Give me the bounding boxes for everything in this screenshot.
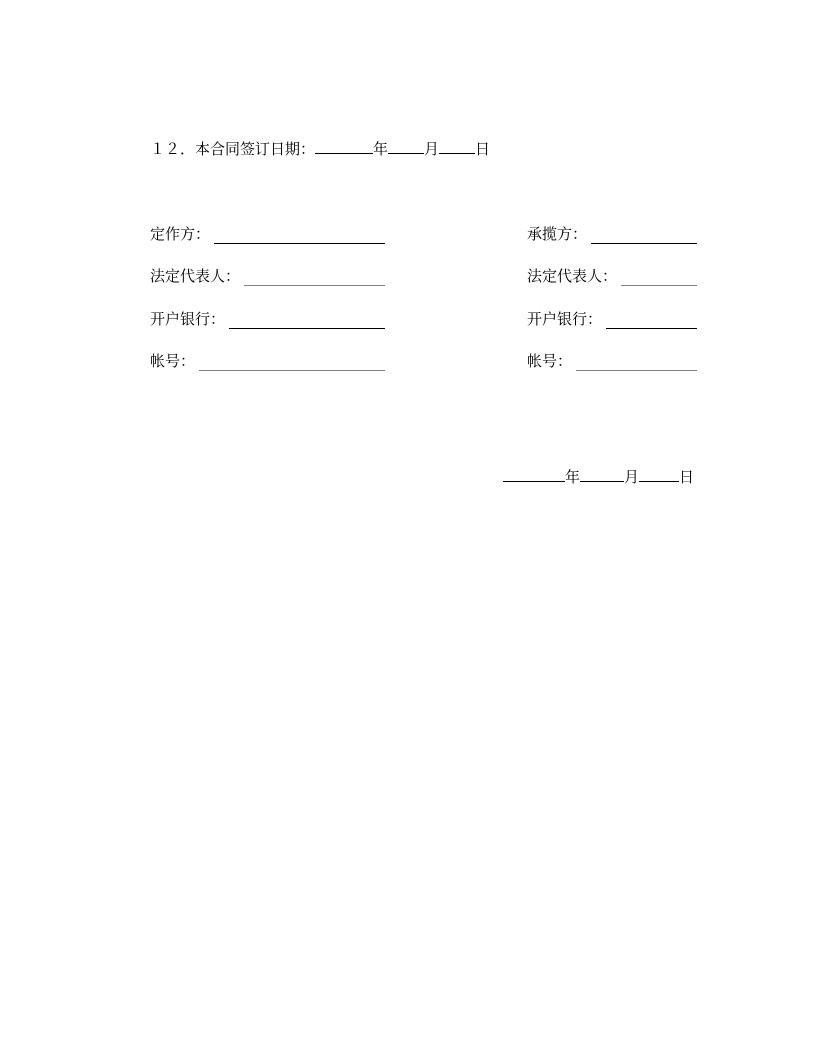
- signing-month-blank[interactable]: [388, 151, 424, 154]
- contractor-bank-row: [527, 309, 697, 329]
- ordering-party-blank[interactable]: [214, 240, 385, 244]
- contractor-bank-blank[interactable]: [606, 325, 697, 329]
- ordering-bank-blank[interactable]: [229, 325, 385, 329]
- signature-year-blank[interactable]: [503, 479, 565, 482]
- contractor-party-row: [527, 224, 697, 244]
- signature-year-suffix-label: 年: [565, 468, 581, 486]
- signature-day-suffix-label: 日: [679, 468, 695, 486]
- clause-12-signing-date-line: [150, 139, 490, 159]
- ordering-account-row: [150, 351, 385, 371]
- day-suffix-label: 日: [475, 140, 491, 158]
- ordering-legal-representative-blank[interactable]: [244, 282, 385, 286]
- ordering-legal-representative-row: [150, 266, 385, 286]
- signature-month-blank[interactable]: [580, 479, 624, 482]
- contractor-account-label: 帐号：: [527, 352, 573, 370]
- contractor-account-row: [527, 351, 697, 371]
- ordering-legal-representative-label: 法定代表人：: [150, 267, 241, 285]
- ordering-bank-row: [150, 309, 385, 329]
- ordering-bank-label: 开户银行：: [150, 310, 226, 328]
- signature-day-blank[interactable]: [639, 479, 679, 482]
- contractor-legal-representative-label: 法定代表人：: [527, 267, 618, 285]
- signing-year-blank[interactable]: [315, 151, 373, 154]
- contractor-party-blank[interactable]: [591, 240, 697, 244]
- contractor-party-label: 承揽方：: [527, 225, 588, 243]
- year-suffix-label: 年: [373, 140, 389, 158]
- contractor-legal-representative-row: [527, 266, 697, 286]
- ordering-account-blank[interactable]: [199, 367, 385, 371]
- contractor-account-blank[interactable]: [576, 367, 697, 371]
- signature-date-line: [503, 467, 694, 487]
- ordering-party-row: [150, 224, 385, 244]
- ordering-party-label: 定作方：: [150, 225, 211, 243]
- clause-12-label: １２．本合同签订日期：: [150, 140, 316, 158]
- month-suffix-label: 月: [424, 140, 440, 158]
- signature-month-suffix-label: 月: [624, 468, 640, 486]
- contractor-bank-label: 开户银行：: [527, 310, 603, 328]
- ordering-account-label: 帐号：: [150, 352, 196, 370]
- signing-day-blank[interactable]: [439, 151, 475, 154]
- contractor-legal-representative-blank[interactable]: [621, 282, 697, 286]
